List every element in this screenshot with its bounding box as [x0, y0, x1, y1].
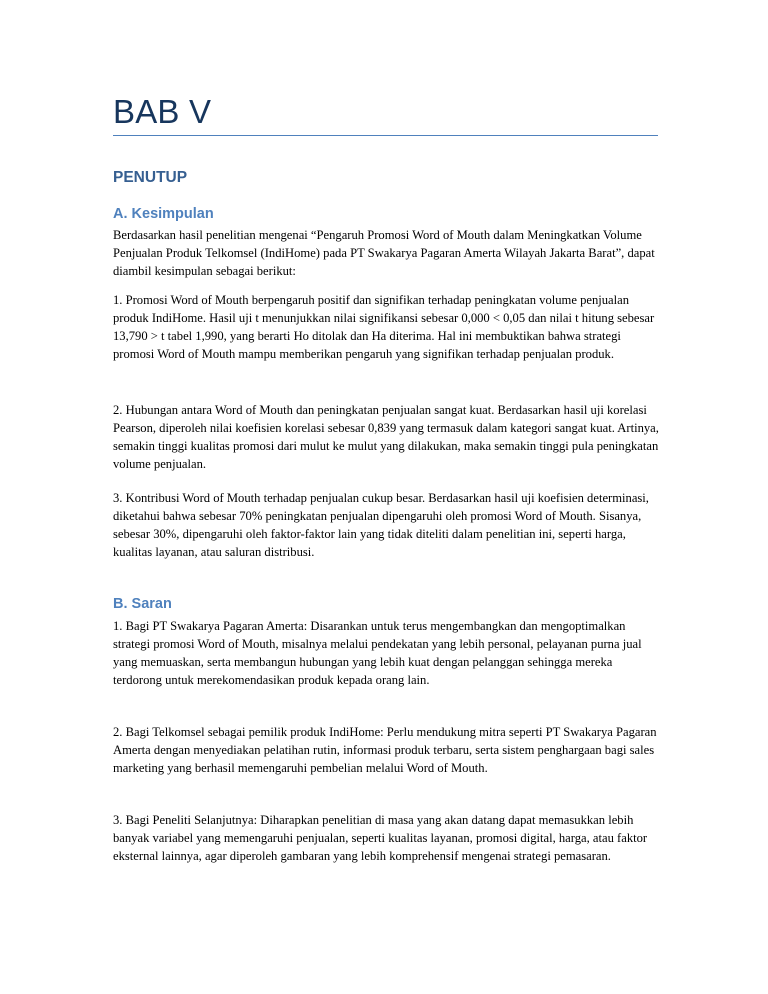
- subheading-saran: B. Saran: [113, 596, 172, 612]
- kesimpulan-intro-paragraph: Berdasarkan hasil penelitian mengenai “Pengaruh Promosi Word of Mouth dalam Meningkatkan Volume Penjualan Produk Telkomsel (IndiHome) pada PT Swakarya Pagaran Amerta Wilayah Jakarta Barat”, dapat diambil kesimpulan sebagai berikut:: [113, 228, 655, 278]
- title-underline-rule: [113, 135, 658, 136]
- saran-point-2: 2. Bagi Telkomsel sebagai pemilik produk IndiHome: Perlu mendukung mitra seperti PT Swakarya Pagaran Amerta dengan menyediakan pelatihan rutin, informasi produk terbaru, serta sistem penghargaan bagi sales marketing yang berhasil memengaruhi pembelian melalui Word of Mouth.: [113, 725, 657, 775]
- subheading-kesimpulan: A. Kesimpulan: [113, 206, 214, 222]
- kesimpulan-point-2: 2. Hubungan antara Word of Mouth dan peningkatan penjualan sangat kuat. Berdasarkan hasil uji korelasi Pearson, diperoleh nilai koefisien korelasi sebesar 0,839 yang termasuk dalam kategori sangat kuat. Artinya, semakin tinggi kualitas promosi dari mulut ke mulut yang dilakukan, maka semakin tinggi pula peningkatan volume penjualan.: [113, 403, 659, 471]
- saran-point-3: 3. Bagi Peneliti Selanjutnya: Diharapkan penelitian di masa yang akan datang dapat memasukkan lebih banyak variabel yang memengaruhi penjualan, seperti kualitas layanan, promosi digital, harga, atau faktor eksternal lainnya, agar diperoleh gambaran yang lebih komprehensif mengenai strategi pemasaran.: [113, 813, 648, 863]
- kesimpulan-point-1: 1. Promosi Word of Mouth berpengaruh positif dan signifikan terhadap peningkatan volume penjualan produk IndiHome. Hasil uji t menunjukkan nilai signifikansi sebesar 0,000 < 0,05 dan nilai t hitung sebesar 13,790 > t tabel 1,990, yang berarti Ho ditolak dan Ha diterima. Hal ini membuktikan bahwa strategi promosi Word of Mouth mampu memberikan pengaruh yang signifikan terhadap penjualan produk.: [113, 293, 655, 361]
- chapter-title: BAB V: [113, 93, 212, 130]
- saran-point-1: 1. Bagi PT Swakarya Pagaran Amerta: Disarankan untuk terus mengembangkan dan mengoptimalkan strategi promosi Word of Mouth, misalnya melalui pendekatan yang lebih personal, pelayanan purna jual yang memuaskan, serta membangun hubungan yang lebih kuat dengan pelanggan sehingga mereka terdorong untuk merekomendasikan produk kepada orang lain.: [113, 619, 642, 687]
- section-heading-penutup: PENUTUP: [113, 169, 188, 186]
- kesimpulan-point-3: 3. Kontribusi Word of Mouth terhadap penjualan cukup besar. Berdasarkan hasil uji koefisien determinasi, diketahui bahwa sebesar 70% peningkatan penjualan dipengaruhi oleh promosi Word of Mouth. Sisanya, sebesar 30%, dipengaruhi oleh faktor-faktor lain yang tidak diteliti dalam penelitian ini, seperti harga, kualitas layanan, atau saluran distribusi.: [113, 491, 649, 559]
